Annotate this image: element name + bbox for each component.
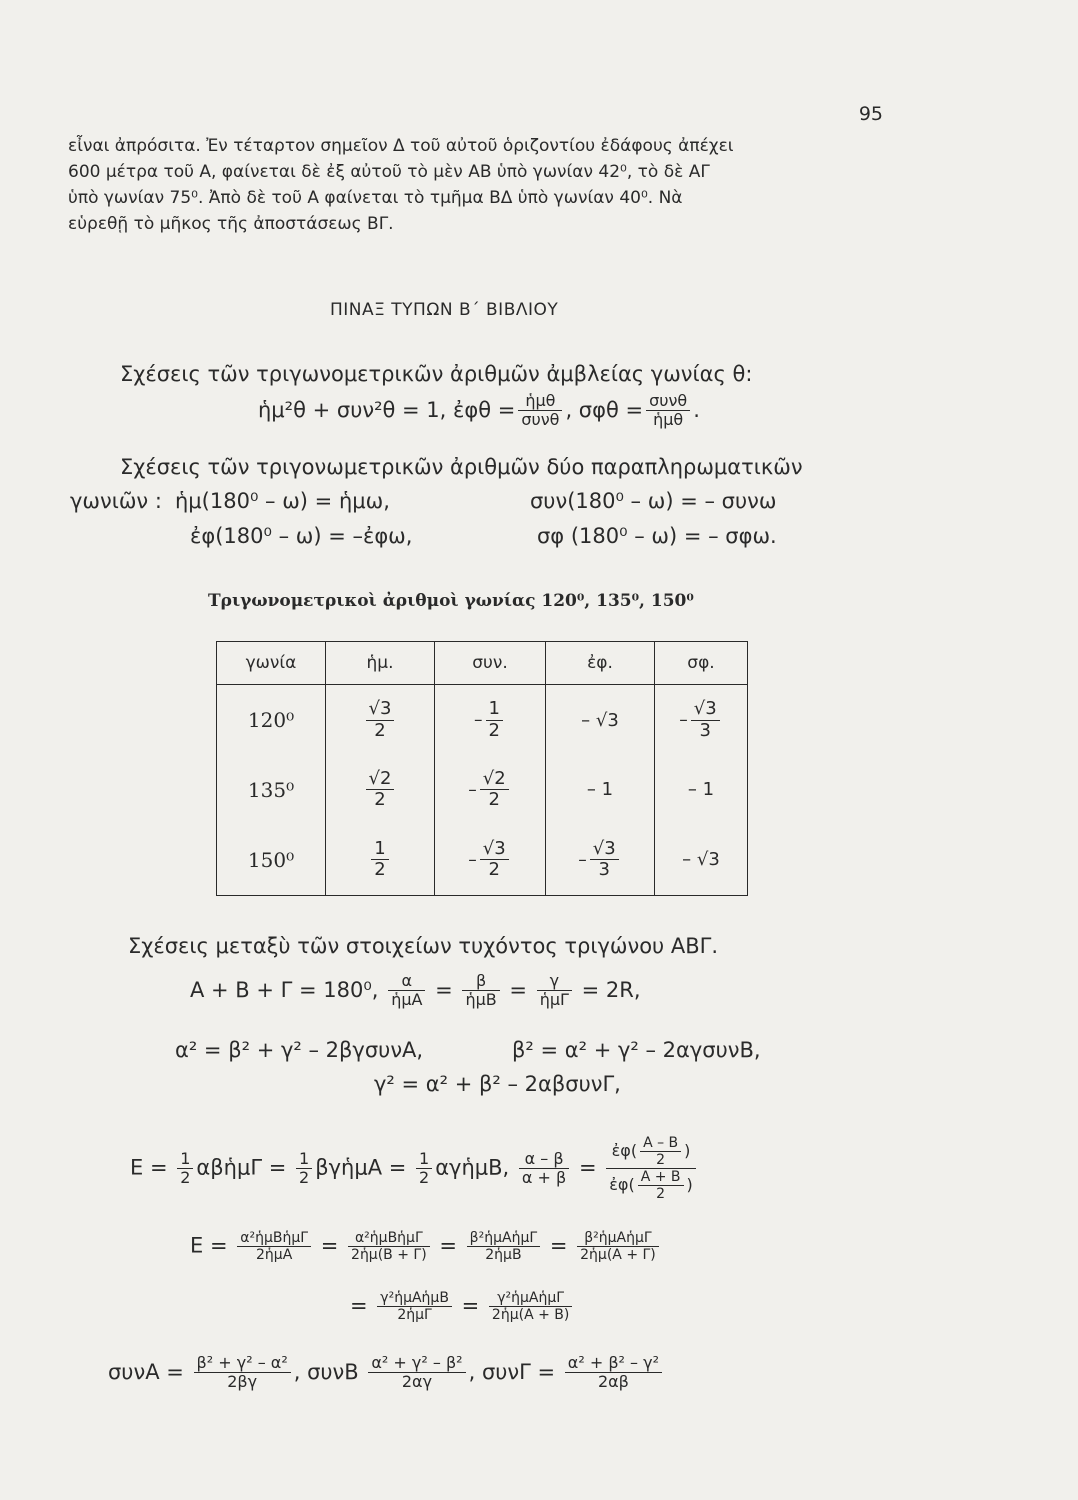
sin-cell — [326, 825, 435, 896]
cos-b-label: , συνΒ — [293, 1359, 359, 1384]
denominator: 2 — [374, 859, 386, 881]
fraction — [462, 972, 499, 1010]
denominator: ἡμΑ — [391, 990, 423, 1010]
triangle-heading: Σχέσεις μεταξὺ τῶν στοιχείων τυχόντος τριγώνου ΑΒΓ. — [128, 934, 719, 958]
equals: = — [350, 1293, 368, 1318]
minus-sign: – — [474, 710, 483, 731]
fraction — [480, 769, 509, 811]
supp-cos: συν(180⁰ – ω) = – συνω — [530, 489, 777, 513]
fraction — [577, 1230, 659, 1263]
cos-c-label: , συνΓ = — [468, 1359, 556, 1384]
half-fraction — [296, 1150, 312, 1188]
tan-label: ἐφ — [611, 1141, 631, 1161]
fraction — [638, 1169, 684, 1202]
equals: = — [461, 1293, 480, 1318]
denominator: 2ἡμΒ — [485, 1247, 522, 1264]
numerator: √3 — [480, 839, 509, 861]
identity-text: ἡμ²θ + συν²θ = 1, ἐφθ = — [258, 397, 516, 422]
denominator: 2 — [488, 859, 500, 881]
denominator: 2αγ — [401, 1372, 433, 1392]
denominator: 2ἡμ(Α + Γ) — [580, 1247, 656, 1264]
fraction — [237, 1230, 311, 1263]
fraction — [537, 972, 572, 1010]
angle-cell: 150⁰ — [217, 825, 326, 896]
fraction — [366, 699, 395, 741]
numerator: β²ἡμΑἡμΓ — [577, 1230, 659, 1247]
fraction — [388, 972, 425, 1010]
denominator: 2ἡμ(Β + Γ) — [351, 1247, 427, 1264]
tangent-law-fraction — [606, 1135, 696, 1202]
fraction — [590, 839, 619, 881]
denominator: ἡμΓ — [539, 990, 569, 1010]
area-formula-3 — [350, 1290, 575, 1323]
cosine-rule-c: γ² = α² + β² – 2αβσυνΓ, — [374, 1072, 621, 1096]
header-sin: ἡμ. — [326, 642, 435, 685]
fraction — [348, 1230, 430, 1263]
cot-cell — [655, 685, 748, 756]
numerator: α – β — [519, 1150, 569, 1169]
numerator: 1 — [416, 1150, 432, 1169]
numerator: γ²ἡμΑἡμΒ — [377, 1290, 452, 1307]
numerator: 1 — [486, 699, 503, 721]
table-row — [217, 825, 748, 896]
header-tan: ἐφ. — [546, 642, 655, 685]
fraction — [480, 839, 509, 881]
area-label: Ε = — [190, 1233, 228, 1258]
fraction — [691, 699, 720, 741]
numerator: Α – Β — [640, 1135, 681, 1152]
half-fraction — [177, 1150, 193, 1188]
cos-cell — [435, 685, 546, 756]
minus-sign: – — [468, 779, 477, 800]
circumradius: = 2R, — [581, 977, 641, 1002]
denominator: 3 — [699, 719, 711, 741]
table-row — [217, 685, 748, 756]
numerator: √3 — [590, 839, 619, 861]
numerator: 1 — [371, 839, 388, 861]
numerator: β²ἡμΑἡμΓ — [467, 1230, 540, 1247]
angle-cell: 135⁰ — [217, 755, 326, 825]
denominator: 2αβ — [597, 1372, 629, 1392]
obtuse-heading: Σχέσεις τῶν τριγωνομετρικῶν ἀριθμῶν ἀμβλείας γωνίας θ: — [120, 362, 753, 386]
denominator: 2ἡμ(Α + Β) — [491, 1307, 570, 1324]
paragraph-line: 600 μέτρα τοῦ Α, φαίνεται δὲ ἐξ αὐτοῦ τὸ μὲν ΑΒ ὑπὸ γωνίαν 42⁰, τὸ δὲ ΑΓ — [68, 162, 710, 182]
paragraph-line: εἶναι ἀπρόσιτα. Ἐν τέταρτον σημεῖον Δ τοῦ αὐτοῦ ὁριζοντίου ἐδάφους ἀπέχει — [68, 136, 734, 156]
angle-sum: Α + Β + Γ = 180⁰, — [190, 977, 379, 1002]
denominator: 2 — [656, 1152, 666, 1169]
denominator: 2 — [656, 1186, 666, 1203]
tan-label: ἐφ — [609, 1175, 629, 1195]
minus-sign: – — [468, 849, 477, 870]
page-number: 95 — [858, 103, 883, 125]
area-term-3: αγἡμΒ, — [435, 1155, 510, 1180]
equals: = — [509, 977, 528, 1002]
numerator: α — [388, 972, 425, 991]
cos-a-label: συνΑ = — [108, 1359, 184, 1384]
supp-sin: ἡμ(180⁰ – ω) = ἡμω, — [175, 489, 390, 513]
denominator: α + β — [521, 1168, 567, 1188]
section-title: ΠΙΝΑΞ ΤΥΠΩΝ Β΄ ΒΙΒΛΙΟΥ — [330, 300, 559, 320]
numerator: α²ἡμΒἡμΓ — [237, 1230, 311, 1247]
minus-sign: – — [578, 849, 587, 870]
numerator: α² + γ² – β² — [368, 1354, 465, 1373]
tan-fraction — [518, 392, 562, 430]
numerator: ἡμθ — [518, 392, 562, 411]
numerator: 1 — [177, 1150, 193, 1169]
denominator: 2 — [374, 719, 386, 741]
numerator: β — [462, 972, 499, 991]
period: . — [693, 397, 700, 422]
supplementary-heading: Σχέσεις τῶν τριγονωμετρικῶν ἀριθμῶν δύο παραπληρωματικῶν — [120, 455, 803, 479]
numerator: ἐφ( $\frac{A - B}{2}$ ) — [606, 1135, 696, 1169]
table-row — [217, 755, 748, 825]
cosine-rule-a: α² = β² + γ² – 2βγσυνΑ, — [175, 1038, 424, 1062]
angle-cell: 120⁰ — [217, 685, 326, 756]
paragraph-line: εὑρεθῇ τὸ μῆκος τῆς ἀποστάσεως ΒΓ. — [68, 214, 394, 234]
denominator: ἡμΒ — [465, 990, 497, 1010]
fraction — [368, 1354, 465, 1392]
cosine-rule-b: β² = α² + γ² – 2αγσυνΒ, — [512, 1038, 761, 1062]
numerator: α²ἡμΒἡμΓ — [348, 1230, 430, 1247]
cot-cell: – √3 — [655, 825, 748, 896]
half-fraction — [416, 1150, 432, 1188]
minus-sign: – — [679, 710, 688, 731]
cos-cell — [435, 755, 546, 825]
sine-rule — [190, 972, 641, 1010]
numerator: √2 — [480, 769, 509, 791]
numerator: 1 — [296, 1150, 312, 1169]
trig-values-table — [216, 641, 748, 896]
fraction — [194, 1354, 291, 1392]
ratio-fraction — [519, 1150, 569, 1188]
fraction — [371, 839, 388, 881]
fraction — [377, 1290, 452, 1323]
numerator: Α + Β — [638, 1169, 684, 1186]
area-formula-2 — [190, 1230, 662, 1263]
denominator: 2βγ — [227, 1372, 258, 1392]
denominator: 2 — [419, 1168, 430, 1188]
table-header-row — [217, 642, 748, 685]
fraction — [489, 1290, 572, 1323]
equals: = — [435, 977, 453, 1002]
header-cos: συν. — [435, 642, 546, 685]
area-label: Ε = — [130, 1155, 168, 1180]
cot-fraction — [646, 392, 690, 430]
cos-cell — [435, 825, 546, 896]
fraction — [640, 1135, 681, 1168]
cot-cell: – 1 — [655, 755, 748, 825]
numerator: β² + γ² – α² — [194, 1354, 291, 1373]
denominator: συνθ — [521, 410, 560, 430]
area-term-1: αβἡμΓ = — [196, 1155, 287, 1180]
equals: = — [439, 1233, 457, 1258]
obtuse-formula — [258, 392, 700, 430]
numerator: α² + β² – γ² — [565, 1354, 662, 1373]
numerator: √2 — [366, 769, 395, 791]
supplementary-prefix: γωνιῶν : — [70, 489, 162, 513]
tan-cell: – 1 — [546, 755, 655, 825]
equals: = — [578, 1155, 597, 1180]
denominator: 3 — [598, 859, 610, 881]
table-title: Τριγωνομετρικοὶ ἀριθμοὶ γωνίας 120⁰, 135⁰, 150⁰ — [208, 591, 694, 611]
denominator: 2 — [374, 789, 386, 811]
area-term-2: βγἡμΑ = — [315, 1155, 407, 1180]
cosine-formulas — [108, 1354, 665, 1392]
denominator: 2ἡμΑ — [256, 1247, 293, 1264]
sin-cell — [326, 755, 435, 825]
supp-cot: σφ (180⁰ – ω) = – σφω. — [537, 524, 777, 548]
area-formula — [130, 1135, 699, 1202]
denominator: 2 — [488, 719, 500, 741]
denominator: 2 — [299, 1168, 310, 1188]
denominator: 2 — [488, 789, 500, 811]
exercise-paragraph — [68, 133, 898, 237]
denominator: ἡμθ — [653, 410, 684, 430]
sin-cell — [326, 685, 435, 756]
fraction — [486, 699, 503, 741]
fraction — [366, 769, 395, 811]
numerator: √3 — [691, 699, 720, 721]
denominator: ἐφ( $\frac{A + B}{2}$ ) — [609, 1169, 693, 1203]
equals: = — [320, 1233, 339, 1258]
fraction — [565, 1354, 662, 1392]
tan-cell: – √3 — [546, 685, 655, 756]
numerator: γ²ἡμΑἡμΓ — [489, 1290, 572, 1307]
header-cot: σφ. — [655, 642, 748, 685]
tan-cell — [546, 825, 655, 896]
numerator: συνθ — [646, 392, 690, 411]
numerator: γ — [537, 972, 572, 991]
cot-text: , σφθ = — [565, 397, 644, 422]
equals: = — [549, 1233, 568, 1258]
denominator: 2ἡμΓ — [397, 1307, 432, 1324]
numerator: √3 — [366, 699, 395, 721]
denominator: 2 — [180, 1168, 191, 1188]
fraction — [467, 1230, 540, 1263]
supp-tan: ἐφ(180⁰ – ω) = –ἐφω, — [190, 524, 413, 548]
header-angle: γωνία — [217, 642, 326, 685]
paragraph-line: ὑπὸ γωνίαν 75⁰. Ἀπὸ δὲ τοῦ Α φαίνεται τὸ τμῆμα ΒΔ ὑπὸ γωνίαν 40⁰. Νὰ — [68, 188, 683, 208]
